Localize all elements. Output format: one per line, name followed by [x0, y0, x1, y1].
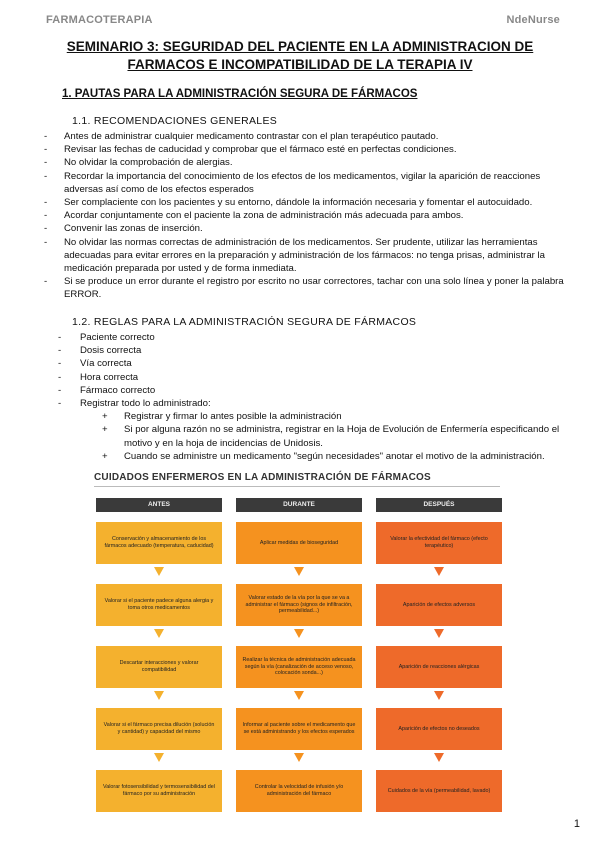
infographic-cell: Aparición de reacciones alérgicas — [376, 646, 502, 688]
rule-label: Paciente correcto — [80, 332, 155, 343]
rule-item — [58, 384, 578, 397]
header-left: FARMACOTERAPIA — [46, 14, 153, 26]
infographic-divider — [94, 486, 500, 487]
infographic-cell: Valorar la efectividad del fármaco (efecto terapéutico) — [376, 522, 502, 564]
register-sublist — [80, 410, 578, 463]
infographic-cell: Aparición de efectos adversos — [376, 584, 502, 626]
rule-item — [58, 357, 578, 370]
recommendation-item: - No olvidar las normas correctas de administración de los medicamentos. Ser prudente, utilizar las herramientas adecuadas para evitar errores en la preparación y administración de los fármacos: no tenga prisas, administrar la medicación preparada por usted y de forma inmediata. — [44, 236, 564, 276]
rule-item — [58, 344, 578, 357]
page-number: 1 — [573, 818, 580, 830]
down-arrow-icon — [154, 691, 164, 700]
infographic-cell: Cuidados de la vía (permeabilidad, lavado) — [376, 770, 502, 812]
down-arrow-icon — [434, 691, 444, 700]
down-arrow-icon — [434, 629, 444, 638]
rule-label: Hora correcta — [80, 371, 139, 383]
recommendation-item: - Convenir las zonas de inserción. — [44, 222, 564, 235]
subsection-rules: 1.2. REGLAS PARA LA ADMINISTRACIÓN SEGURA DE FÁRMACOS — [72, 316, 417, 328]
recommendation-item: - No olvidar la comprobación de alergias. — [44, 156, 564, 169]
down-arrow-icon — [154, 629, 164, 638]
column-header: DURANTE — [236, 498, 362, 512]
title-line-1: SEMINARIO 3: SEGURIDAD DEL PACIENTE EN LA ADMINISTRACION DE — [66, 39, 534, 54]
infographic-cell: Valorar estado de la vía por la que se va a administrar el fármaco (signos de infiltración, permeabilidad...) — [236, 584, 362, 626]
infographic-cell: Valorar si el fármaco precisa dilución (solución y cantidad) y capacidad del mismo — [96, 708, 222, 750]
down-arrow-icon — [434, 567, 444, 576]
down-arrow-icon — [294, 567, 304, 576]
recommendation-item: - Ser complaciente con los pacientes y su entorno, dándole la información necesaria y fomentar el autocuidado. — [44, 196, 564, 209]
infographic-cell: Aplicar medidas de bioseguridad — [236, 522, 362, 564]
recommendation-item: - Revisar las fechas de caducidad y comprobar que el fármaco esté en perfectas condiciones. — [44, 143, 564, 156]
register-item: + Si por alguna razón no se administra, registrar en la Hoja de Evolución de Enfermería especificando el motivo y en la hoja de incidencias de Unidosis. — [102, 423, 578, 449]
infographic-cell: Controlar la velocidad de infusión y/o administración del fármaco — [236, 770, 362, 812]
recommendations-list — [44, 130, 564, 302]
section-heading: 1. PAUTAS PARA LA ADMINISTRACIÓN SEGURA DE FÁRMACOS — [62, 88, 418, 100]
rule-label: Fármaco correcto — [80, 384, 156, 396]
infographic-cell: Valorar si el paciente padece alguna alergia y toma otros medicamentos — [96, 584, 222, 626]
recommendation-item: - Antes de administrar cualquier medicamento contrastar con el plan terapéutico pautado. — [44, 130, 564, 143]
infographic-cell: Conservación y almacenamiento de los fármacos adecuado (temperatura, caducidad) — [96, 522, 222, 564]
infographic — [90, 472, 510, 812]
recommendation-item: - Acordar conjuntamente con el paciente la zona de administración más adecuada para ambos. — [44, 209, 564, 222]
recommendation-item: - Si se produce un error durante el registro por escrito no usar correctores, tachar con una solo línea y poner la palabra ERROR. — [44, 275, 564, 301]
down-arrow-icon — [294, 753, 304, 762]
down-arrow-icon — [154, 753, 164, 762]
column-header: DESPUÉS — [376, 498, 502, 512]
infographic-cell: Valorar fotosensibilidad y termosensibilidad del fármaco por su administración — [96, 770, 222, 812]
down-arrow-icon — [154, 567, 164, 576]
down-arrow-icon — [434, 753, 444, 762]
infographic-cell: Aparición de efectos no deseados — [376, 708, 502, 750]
rule-item — [58, 331, 578, 344]
header-right: NdeNurse — [506, 14, 560, 26]
subsection-general: 1.1. RECOMENDACIONES GENERALES — [72, 115, 278, 127]
infographic-title: CUIDADOS ENFERMEROS EN LA ADMINISTRACIÓN DE FÁRMACOS — [94, 472, 431, 483]
rule-label: Vía correcta — [80, 358, 132, 370]
infographic-cell: Descartar interacciones y valorar compatibilidad — [96, 646, 222, 688]
rule-label: Registrar todo lo administrado: — [80, 398, 211, 410]
rule-item — [58, 371, 578, 384]
recommendation-item: - Recordar la importancia del conocimiento de los efectos de los medicamentos, vigilar la aparición de reacciones adversas así como de los efectos esperados — [44, 170, 564, 196]
down-arrow-icon — [294, 629, 304, 638]
rule-item — [58, 397, 578, 463]
infographic-cell: Informar al paciente sobre el medicamento que se está administrando y los efectos esperados — [236, 708, 362, 750]
title-line-2: FARMACOS E INCOMPATIBILIDAD DE LA TERAPIA IV — [127, 57, 473, 72]
page-title — [30, 38, 570, 74]
register-item: + Cuando se administre un medicamento "según necesidades" anotar el motivo de la administración. — [102, 450, 578, 463]
down-arrow-icon — [294, 691, 304, 700]
infographic-cell: Realizar la técnica de administración adecuada según la vía (canalización de acceso venoso, colocación sonda...) — [236, 646, 362, 688]
rule-label: Dosis correcta — [80, 345, 142, 357]
rules-list — [58, 331, 578, 463]
register-item: + Registrar y firmar lo antes posible la administración — [102, 410, 578, 423]
column-header: ANTES — [96, 498, 222, 512]
